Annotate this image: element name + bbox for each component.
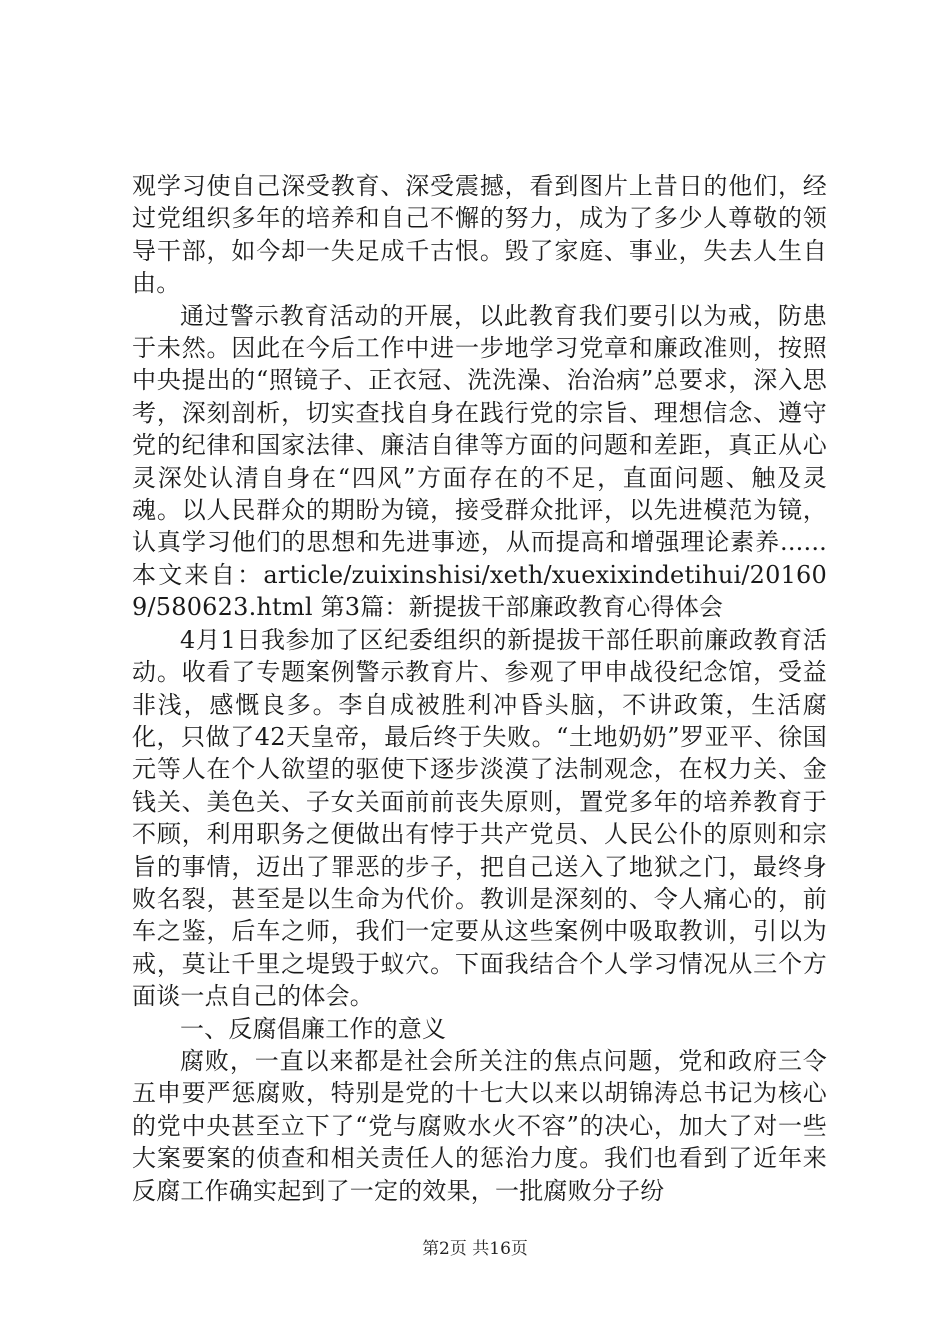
paragraph: 腐败，一直以来都是社会所关注的焦点问题，党和政府三令五申要严惩腐败，特别是党的十七大以来以胡锦涛总书记为核心的党中央甚至立下了“党与腐败水火不容”的决心，加大了对一些大案要案的侦查和相关责任人的惩治力度。我们也看到了近年来反腐工作确实起到了一定的效果，一批腐败分子纷	[132, 1046, 827, 1205]
document-body	[132, 170, 827, 1207]
section-heading: 一、反腐倡廉工作的意义	[180, 1014, 447, 1043]
paragraph: 4月1日我参加了区纪委组织的新提拔干部任职前廉政教育活动。收看了专题案例警示教育片、参观了甲申战役纪念馆，受益非浅，感慨良多。李自成被胜利冲昏头脑，不讲政策，生活腐化，只做了42天皇帝，最后终于失败。“土地奶奶”罗亚平、徐国元等人在个人欲望的驱使下逐步淡漠了法制观念，在权力关、金钱关、美色关、子女关面前前丧失原则，置党多年的培养教育于不顾，利用职务之便做出有悖于共产党员、人民公仆的原则和宗旨的事情，迈出了罪恶的步子，把自己送入了地狱之门，最终身败名裂，甚至是以生命为代价。教训是深刻的、令人痛心的，前车之鉴，后车之师，我们一定要从这些案例中吸取教训，引以为戒，莫让千里之堤毁于蚁穴。下面我结合个人学习情况从三个方面谈一点自己的体会。	[132, 625, 827, 1011]
page-number-footer: 第2页 共16页	[422, 1239, 528, 1259]
paragraph: 观学习使自己深受教育、深受震撼，看到图片上昔日的他们，经过党组织多年的培养和自己不懈的努力，成为了多少人尊敬的领导干部，如今却一失足成千古恨。毁了家庭、事业，失去人生自由。	[132, 172, 827, 298]
paragraph: 通过警示教育活动的开展，以此教育我们要引以为戒，防患于未然。因此在今后工作中进一步地学习党章和廉政准则，按照中央提出的“照镜子、正衣冠、洗洗澡、治治病”总要求，深入思考，深刻剖析，切实查找自身在践行党的宗旨、理想信念、遵守党的纪律和国家法律、廉洁自律等方面的问题和差距，真正从心灵深处认清自身在“四风”方面存在的不足，直面问题、触及灵魂。以人民群众的期盼为镜，接受群众批评，以先进模范为镜，认真学习他们的思想和先进事迹，从而提高和增强理论素养...... 本文来自：article/zuixinshisi/xeth/xuexixindetihui/201609/580623.html 第3篇：新提拔干部廉政教育心得体会	[132, 301, 827, 622]
